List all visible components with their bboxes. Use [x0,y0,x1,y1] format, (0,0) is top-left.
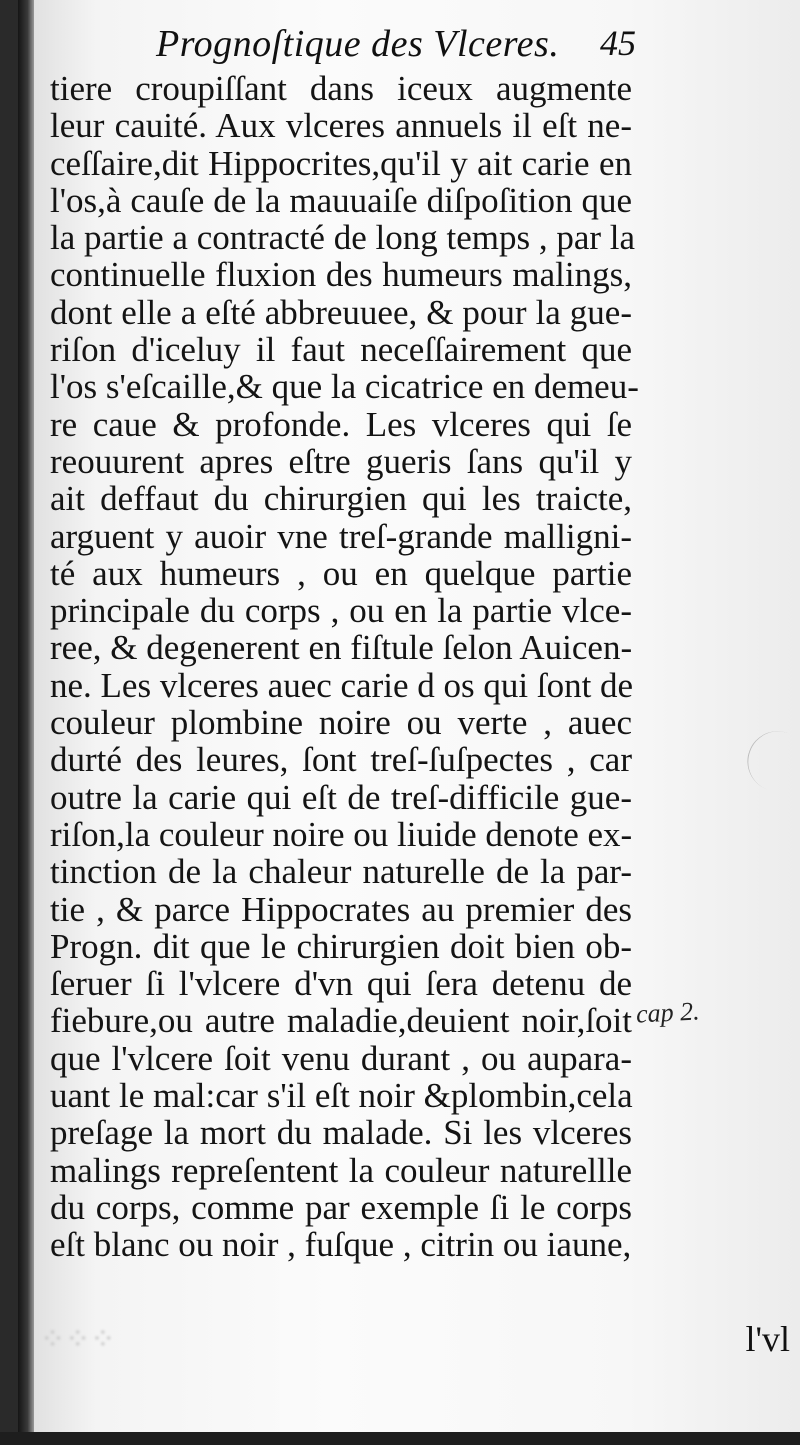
text-line: continuelle fluxion des humeurs malings, [50,255,632,295]
text-line: ſeruer ſi l'vlcere d'vn qui ſera detenu de [50,964,632,1004]
text-line: reouurent apres eſtre gueris ſans qu'il y [50,441,632,481]
ink-bleed-smudge: ⁘⁘⁘ [40,1323,116,1356]
text-line: tinction de la chaleur naturelle de la par- [50,852,632,892]
text-line: couleur plombine noire ou verte , auec [50,703,632,743]
text-line: malings repreſentent la couleur naturellle [50,1150,632,1190]
page-header [136,22,636,72]
text-line: re caue & profonde. Les vlceres qui ſe [50,404,632,444]
text-line: leur cauité. Aux vlceres annuels il eſt ne- [50,106,632,146]
text-line: ceſſaire,dit Hippocrites,qu'il y ait carie en [50,143,632,183]
text-line: du corps, comme par exemple ſi le corps [50,1187,632,1227]
text-line: l'os,à cauſe de la mauuaiſe diſpoſition que [50,180,632,220]
pencil-mark [739,723,798,793]
text-line: fiebure,ou autre maladie,deuient noir,ſoit [50,1001,632,1041]
binding-gutter [18,0,34,1432]
text-line: riſon,la couleur noire ou liuide denote ex- [50,814,633,854]
text-line: té aux humeurs , ou en quelque partie [50,553,632,593]
text-line: ree, & degenerent en fiſtule ſelon Auicen- [50,628,633,668]
text-line: uant le mal:car s'il eſt noir &plombin,cela [50,1076,633,1116]
running-title: Prognoſtique des Vlceres. [156,23,560,65]
book-page [18,0,800,1432]
text-line: Progn. dit que le chirurgien doit bien ob- [50,926,632,966]
text-line: outre la carie qui eſt de treſ-difficile gue- [50,777,632,817]
text-line: ne. Les vlceres auec carie d os qui ſont de [50,665,634,705]
text-line: durté des leures, ſont treſ-ſuſpectes , car [50,740,632,780]
text-line: la partie a contracté de long temps , par la [50,218,636,258]
text-line: tiere croupiſſant dans iceux augmente [50,69,632,108]
scan-bottom-edge [0,1432,800,1445]
page-number: 45 [600,23,636,63]
text-line: tie , & parce Hippocrates au premier des [50,889,632,929]
catchword: l'vl [745,1319,790,1359]
text-line: preſage la mort du malade. Si les vlceres [50,1113,632,1153]
text-line: arguent y auoir vne treſ-grande malligni- [50,516,632,556]
text-line: que l'vlcere ſoit venu durant , ou aupara- [50,1038,632,1078]
text-line: ait deffaut du chirurgien qui les traicte, [50,479,632,519]
body-text [50,69,639,1265]
text-line: dont elle a eſté abbreuuee, & pour la gue- [50,292,632,332]
text-line: eſt blanc ou noir , fuſque , citrin ou iaune, [50,1225,632,1265]
text-line: l'os s'eſcaille,& que la cicatrice en demeu- [50,367,639,407]
text-line: riſon d'iceluy il faut neceſſairement que [50,330,632,370]
margin-note: cap 2. [635,996,701,1029]
text-line: principale du corps , ou en la partie vlce- [50,591,632,631]
